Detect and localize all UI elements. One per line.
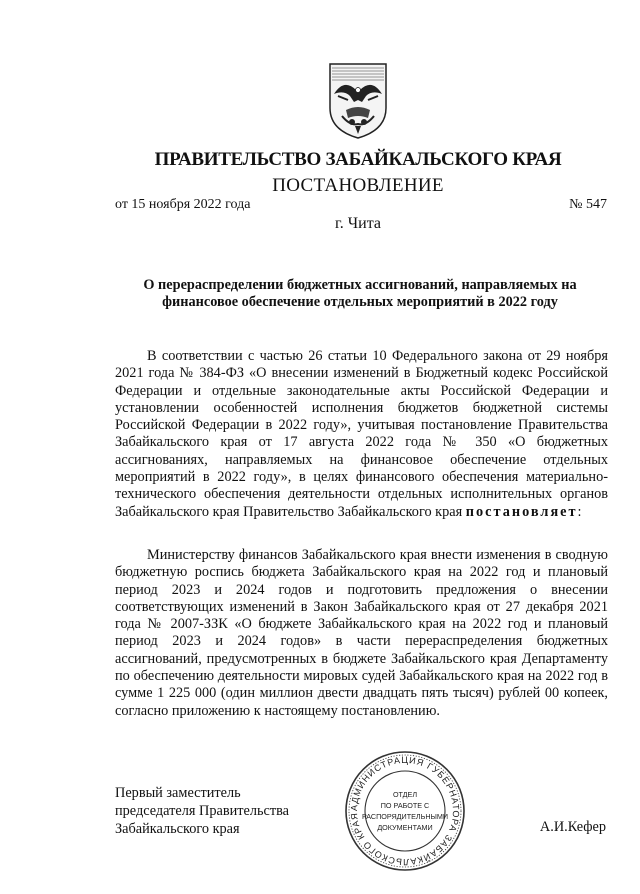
paragraph-2-text: Министерству финансов Забайкальского края внести изменения в сводную бюджетную роспись бюджета Забайкальского края на 2022 год и плановый период 2023 и 2024 годов и подготовить предложения о внесении соответствующих изменений в Закон Забайкальского края от 27 декабря 2021 года № 2007-ЗЗК «О бюджете Забайкальского края на 2022 год и плановый период 2023 и 2024 годов» в части перераспределения бюджетных ассигнований, предусмотренных в бюджете Забайкальского края Департаменту по обеспечению деятельности мировых судей Забайкальского края на 2022 год в сумме 1 225 000 (один миллион двести двадцать пять тысяч) рублей 00 копеек, согласно приложению к настоящему постановлению. (115, 547, 608, 719)
paragraph-1-end: : (577, 503, 582, 520)
stamp-center-line: РАСПОРЯДИТЕЛЬНЫМИ (361, 812, 449, 821)
decree-keyword: постановляет (465, 503, 578, 520)
signatory-name: А.И.Кефер (539, 819, 606, 835)
document-type: ПОСТАНОВЛЕНИЕ (272, 175, 444, 196)
document-subject: О перераспределении бюджетных ассигнований, направляемых на финансовое обеспечение отдельных мероприятий в 2022 году (143, 277, 577, 310)
government-title: ПРАВИТЕЛЬСТВО ЗАБАЙКАЛЬСКОГО КРАЯ (154, 149, 562, 170)
signatory-position-line: председателя Правительства (115, 803, 290, 819)
document-number: № 547 (569, 197, 607, 212)
stamp-center-line: ОТДЕЛ (392, 790, 418, 799)
signatory-position (115, 784, 289, 838)
body-paragraph-1 (115, 348, 608, 521)
stamp-center-line: ПО РАБОТЕ С (380, 801, 430, 810)
signatory-position-line: Первый заместитель (115, 785, 241, 801)
document-city: г. Чита (334, 215, 381, 232)
official-stamp (343, 749, 467, 873)
coat-of-arms-emblem (322, 60, 394, 140)
document-date: от 15 ноября 2022 года (115, 197, 251, 212)
signatory-position-line: Забайкальского края (115, 821, 240, 837)
stamp-center-line: ДОКУМЕНТАМИ (377, 823, 433, 832)
stamp-ring-text: АДМИНИСТРАЦИЯ ГУБЕРНАТОРА ЗАБАЙКАЛЬСКОГО КРАЯ (348, 754, 462, 868)
paragraph-1-text: В соответствии с частью 26 статьи 10 Федерального закона от 29 ноября 2021 года № 384-ФЗ «О внесении изменений в Бюджетный кодекс Российской Федерации и отдельные законодательные акты Российской Федерации и установлении особенностей исполнения бюджетов бюджетной системы Российской Федерации в 2022 году», учитывая постановление Правительства Забайкальского края от 17 августа 2022 года № 350 «О бюджетных ассигнованиях, направляемых на финансовое обеспечение отдельных мероприятий в 2022 году», в целях финансового обеспечения материально-технического обеспечения деятельности отдельных исполнительных органов Забайкальского края Правительство Забайкальского края (115, 348, 608, 520)
body-paragraph-2 (115, 547, 608, 720)
